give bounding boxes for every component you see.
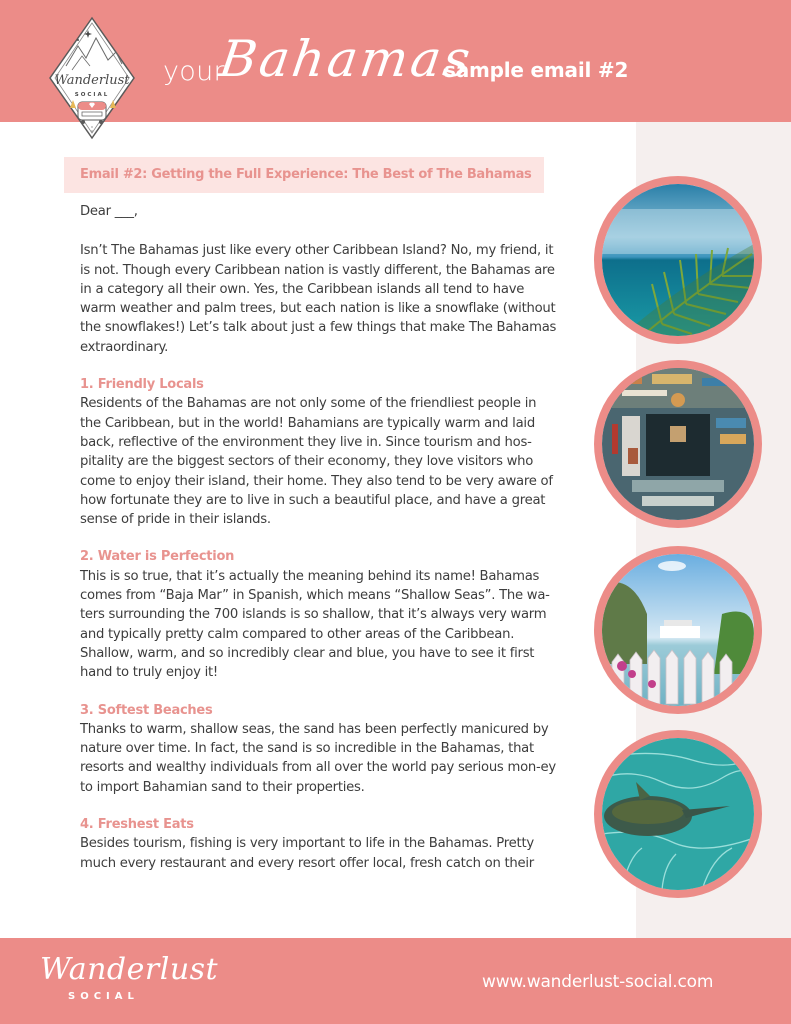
footer-logo-subtitle: SOCIAL [68,991,139,1002]
photo-sea-turtle [594,730,762,898]
email-intro-paragraph: Isn’t The Bahamas just like every other Caribbean Island? No, my friend, it is not. Though every Caribbean nation is vastly different, the Bahamas are in a category all their own. Yes, the Caribbean islands all tend to have warm weather and palm trees, but each nation is like a snowflake (without the snowflakes!) Let’s talk about just a few things that make The Bahamas extraordinary. [80,243,557,355]
section-heading: 3. Softest Beaches [80,702,213,718]
section-heading: 4. Freshest Eats [80,817,194,833]
email-greeting: Dear ___, [80,204,138,219]
section-softest-beaches [80,701,558,797]
email-title: Email #2: Getting the Full Experience: The Best of The Bahamas [80,167,532,182]
section-heading: 2. Water is Perfection [80,549,235,565]
wanderlust-badge-logo [48,16,136,140]
footer-website-link[interactable]: www.wanderlust-social.com [482,972,714,992]
footer-logo: Wanderlust [40,952,219,987]
header-prefix: your [163,56,225,87]
header-destination-title: Bahamas [215,30,477,88]
section-body: This is so true, that it’s actually the meaning behind its name! Bahamas comes from “Baja Mar” in Spanish, which means “Shallow Seas”. The wa-ters surrounding the 700 islands is so shallow, that it’s always very warm and typically pretty calm compared to other areas of the Caribbean. Shallow, warm, and so incredibly clear and blue, you have to see it first hand to truly enjoy it! [80,568,550,681]
photo-palm-frond [594,176,762,344]
section-water-perfection [80,547,558,682]
email-body [80,202,558,891]
header-subtitle: sample email #2 [444,58,629,82]
footer-banner [0,938,791,1024]
section-friendly-locals [80,375,558,529]
svg-text:SOCIAL: SOCIAL [74,92,110,98]
header-banner [0,0,791,122]
photo-harbor-fence [594,546,762,714]
photo-sign-shack [594,360,762,528]
section-body: Residents of the Bahamas are not only some of the friendliest people in the Caribbean, but in the world! Bahamians are typically warm and laid back, reflective of the environment they live in. Since tourism and hos-pitality are the biggest sectors of their economy, they love visitors who come to enjoy their island, their home. They also tend to be very aware of how fortunate they are to live in such a beautiful place, and have a great sense of pride in their islands. [80,396,553,528]
email-title-bar [64,157,544,193]
section-freshest-eats [80,815,558,873]
section-body: Besides tourism, fishing is very important to life in the Bahamas. Pretty much every restaurant and every resort offer local, fresh catch on their [80,836,534,871]
svg-text:Wanderlust: Wanderlust [54,73,130,88]
section-heading: 1. Friendly Locals [80,377,204,393]
section-body: Thanks to warm, shallow seas, the sand has been perfectly manicured by nature over time. In fact, the sand is so incredible in the Bahamas, that resorts and wealthy individuals from all over the world pay serious mon-ey to import Bahamian sand to their properties. [80,721,556,795]
